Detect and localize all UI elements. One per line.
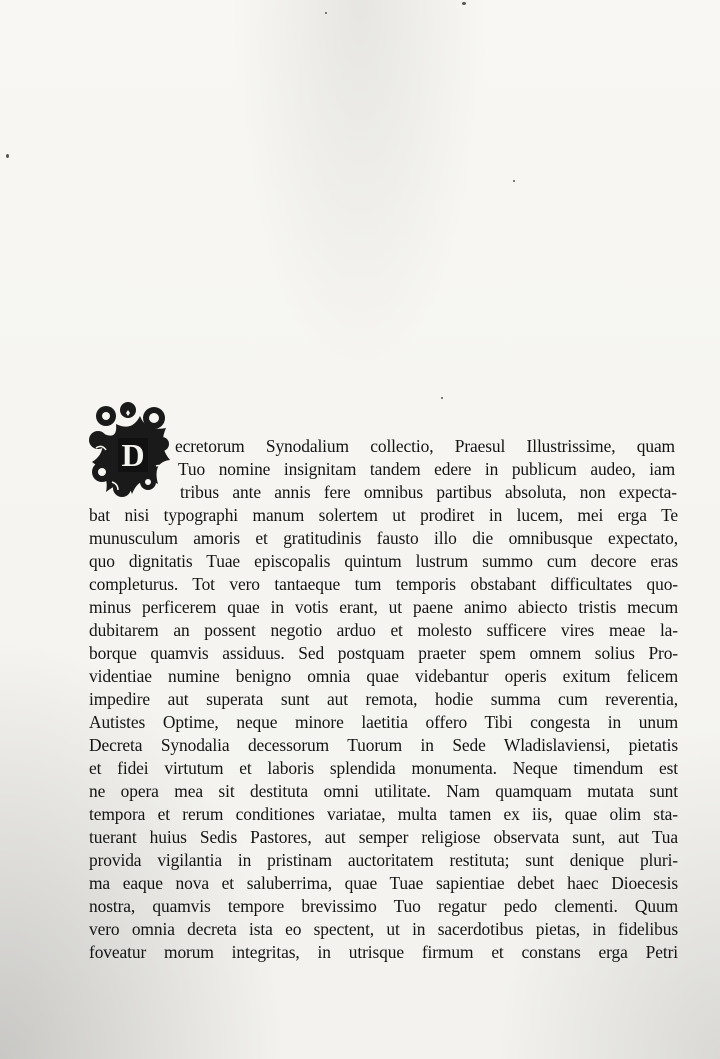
text-line: tempora et rerum conditiones variatae, multa tamen ex iis, quae olim sta- <box>89 804 678 824</box>
text-line: dubitarem an possent negotio arduo et molesto sufficere vires meae la- <box>89 620 678 640</box>
text-line: vero omnia decreta ista eo spectent, ut in sacerdotibus pietas, in fidelibus <box>89 919 678 939</box>
text-line: ne opera mea sit destituta omni utilitate. Nam quamquam mutata sunt <box>89 781 678 801</box>
text-line: provida vigilantia in pristinam auctoritatem restituta; sunt denique pluri- <box>89 850 678 870</box>
dust-speck <box>462 2 466 5</box>
text-line: completurus. Tot vero tantaeque tum temporis obstabant difficultates quo- <box>89 574 678 594</box>
text-line: borque quamvis assiduus. Sed postquam praeter spem omnem solius Pro- <box>89 643 678 663</box>
text-line: minus perficerem quae in votis erant, ut paene animo abiecto tristis mecum <box>89 597 678 617</box>
text-line: tuerant huius Sedis Pastores, aut semper religiose observata sunt, aut Tua <box>89 827 678 847</box>
text-line: foveatur morum integritas, in utrisque firmum et constans erga Petri <box>89 942 678 962</box>
text-line: bat nisi typographi manum solertem ut prodiret in lucem, mei erga Te <box>89 505 678 525</box>
text-line: quo dignitatis Tuae episcopalis quintum lustrum summo cum decore eras <box>89 551 678 571</box>
text-line: munusculum amoris et gratitudinis fausto illo die omnibusque expectato, <box>89 528 678 548</box>
dust-speck <box>513 180 515 182</box>
dust-speck <box>6 154 9 158</box>
floral-initial-ornament-icon <box>88 402 172 498</box>
dust-speck <box>441 397 443 399</box>
text-line: videntiae numine benigno omnia quae videbantur operis exitum felicem <box>89 666 678 686</box>
text-line: Decreta Synodalia decessorum Tuorum in Sede Wladislaviensi, pietatis <box>89 735 678 755</box>
text-line: impedire aut superata sunt aut remota, hodie summa cum reverentia, <box>89 689 678 709</box>
dust-speck <box>325 12 327 14</box>
text-line: Tuo nomine insignitam tandem edere in publicum audeo, iam <box>178 459 675 479</box>
text-line: ecretorum Synodalium collectio, Praesul Illustrissime, quam <box>175 436 675 456</box>
text-line: et fidei virtutum et laboris splendida monumenta. Neque timendum est <box>89 758 678 778</box>
initial-letter: D <box>121 437 145 473</box>
text-line: ma eaque nova et saluberrima, quae Tuae sapientiae debet haec Dioecesis <box>89 873 678 893</box>
text-line: nostra, quamvis tempore brevissimo Tuo regatur pedo clementi. Quum <box>89 896 678 916</box>
decorated-initial <box>88 402 172 498</box>
text-line: Autistes Optime, neque minore laetitia offero Tibi congesta in unum <box>89 712 678 732</box>
text-line: tribus ante annis fere omnibus partibus absoluta, non expecta- <box>180 482 677 502</box>
